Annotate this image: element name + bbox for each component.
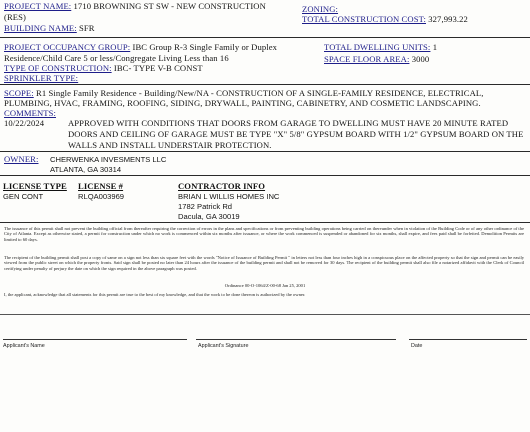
total-cost-label: TOTAL CONSTRUCTION COST: [302, 14, 426, 24]
legal-paragraph-1: The issuance of this permit shall not prevent the building official from thereafter requiring the correction of errors in the plans and specifications or from preventing building operations being carried on thereunder when in violation of the Building Code or of any other ordinance of the City of Atlanta. Except as otherwise stated, a permit for construction under which no work is commenced within six months after issuance, or where the work commenced is suspended or abandoned for six months, shall expire, and fees paid shall be forfeited. Demolition Permits are limited to 60 days. [4, 226, 524, 242]
owner-name: CHERWENKA INVESMENTS LLC [50, 155, 167, 164]
divider-owner [0, 175, 530, 176]
scope-text-2: PLUMBING, HVAC, FRAMING, ROOFING, SIDING, DRYWALL, PAINTING, CABINETRY, AND COSMETIC LANDSCAPING. [4, 98, 481, 108]
divider-header [0, 37, 530, 38]
scope-label: SCOPE: [4, 88, 34, 98]
project-name-continued: (RES) [4, 12, 26, 22]
date-line [409, 339, 527, 340]
dwelling-units-value: 1 [432, 42, 438, 52]
occupancy-group-label: PROJECT OCCUPANCY GROUP: [4, 42, 131, 52]
sprinkler-row [4, 73, 78, 83]
legal-paragraph-2: The recipient of the building permit shall post a copy of same on a sign not less than six square feet with the words "Notice of Issuance of Building Permit " in letters not less than four inches high in a conspicuous place on the affected property so that the sign and permit can be easily viewed from the public street on which the property fronts. Said sign shall be posted no later than 24 hours after the issuance of the building permit and shall not be removed for 30 days. The recipient of the building permit shall also file a notarized affidavit with the Clerk of Council certifying under penalty of perjury the date on which the sign required in the above paragraph was posted. [4, 255, 524, 271]
comments-label: COMMENTS: [4, 108, 56, 118]
building-name-label: BUILDING NAME: [4, 23, 77, 33]
comments-line-3: WALLS AND INSTALL UNDERSTAIR PROTECTION. [68, 140, 272, 150]
license-number-label: LICENSE # [78, 181, 124, 191]
contractor-street: 1782 Patrick Rd [178, 202, 233, 211]
contractor-name: BRIAN L WILLIS HOMES INC [178, 192, 280, 201]
project-name-label: PROJECT NAME: [4, 1, 72, 11]
project-name-value: 1710 BROWNING ST SW - NEW CONSTRUCTION [73, 1, 266, 11]
comments-date: 10/22/2024 [4, 118, 45, 128]
date-caption: Date [411, 343, 423, 349]
contractor-city: Dacula, GA 30019 [178, 212, 240, 221]
license-type-value: GEN CONT [3, 192, 44, 201]
divider-license [0, 222, 530, 223]
zoning-label: ZONING: [302, 4, 339, 14]
building-name-value: SFR [79, 23, 95, 33]
owner-city: ATLANTA, GA 30314 [50, 165, 122, 174]
occupancy-group-value: IBC Group R-3 Single Family or Duplex [132, 42, 278, 52]
project-name-row [4, 1, 266, 11]
applicant-acknowledgement: I, the applicant, acknowledge that all statements for this permit are true to the best of my knowledge, and that the work to be done thereon is authorized by the owner. [4, 292, 306, 297]
divider-occupancy [0, 84, 530, 85]
divider-comments [0, 151, 530, 152]
dwelling-units-row [324, 42, 437, 52]
license-type-label: LICENSE TYPE [3, 181, 67, 191]
construction-type-value: IBC- TYPE V-B CONST [113, 63, 203, 73]
occupancy-group-row [4, 42, 277, 52]
owner-row [4, 154, 39, 164]
floor-area-value: 3000 [411, 54, 430, 64]
comments-line-2: DOORS AND CEILING OF GARAGE MUST BE TYPE "X" 5/8" GYPSUM BOARD WITH 1/2" GYPSUM BOARD ON THE [68, 129, 524, 139]
applicant-name-line [3, 339, 187, 340]
dwelling-units-label: TOTAL DWELLING UNITS: [324, 42, 431, 52]
scope-row [4, 88, 484, 98]
ordinance-reference: Ordinance 00-O-1064/Z-00-68 Jan 25, 2001 [224, 283, 306, 288]
comments-line-1: APPROVED WITH CONDITIONS THAT DOORS FROM GARAGE TO DWELLING MUST HAVE 20 MINUTE RATED [68, 118, 509, 128]
floor-area-label: SPACE FLOOR AREA: [324, 54, 410, 64]
applicant-signature-line [196, 339, 396, 340]
scope-text-1: R1 Single Family Residence - Building/New/NA - CONSTRUCTION OF A SINGLE-FAMILY RESIDENCE, ELECTRICAL, [35, 88, 484, 98]
construction-type-label: TYPE OF CONSTRUCTION: [4, 63, 112, 73]
sprinkler-label: SPRINKLER TYPE: [4, 73, 79, 83]
floor-area-row [324, 54, 429, 64]
applicant-name-caption: Applicant's Name [3, 343, 45, 349]
building-name-row [4, 23, 95, 33]
applicant-signature-caption: Applicant's Signature [198, 343, 249, 349]
contractor-info-label: CONTRACTOR INFO [178, 181, 266, 191]
construction-type-row [4, 63, 203, 73]
occupancy-group-value-2: Residence/Child Care 5 or less/Congregate Living Less than 16 [4, 53, 229, 63]
divider-legal [0, 314, 530, 315]
zoning-row [302, 4, 338, 14]
license-number-value: RLQA003969 [78, 192, 125, 201]
owner-label: OWNER: [4, 154, 39, 164]
total-cost-row [302, 14, 468, 24]
total-cost-value: 327,993.22 [428, 14, 468, 24]
comments-row [4, 108, 56, 118]
